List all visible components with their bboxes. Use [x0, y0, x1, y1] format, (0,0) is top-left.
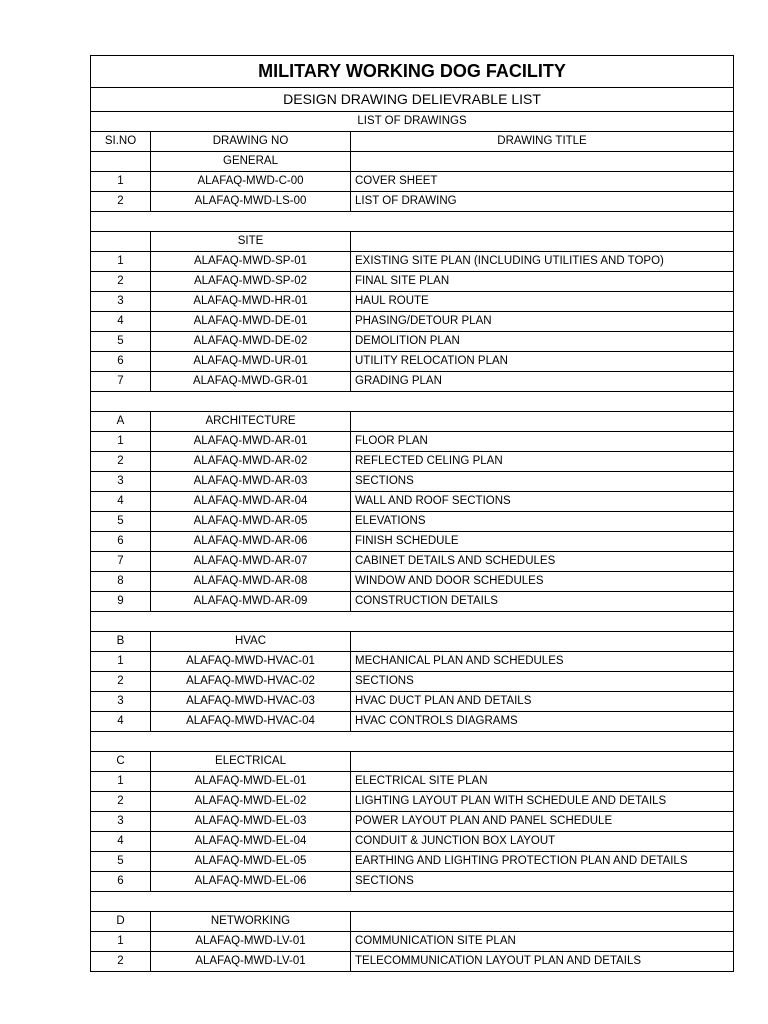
- drawing-title-cell: EXISTING SITE PLAN (INCLUDING UTILITIES AND TOPO): [351, 252, 734, 272]
- sl-no-cell: 5: [91, 512, 151, 532]
- drawing-title-cell: SECTIONS: [351, 872, 734, 892]
- drawing-no-cell: ALAFAQ-MWD-EL-01: [151, 772, 351, 792]
- sl-no-cell: 5: [91, 332, 151, 352]
- table-row: [91, 492, 734, 512]
- drawing-no-cell: ALAFAQ-MWD-SP-01: [151, 252, 351, 272]
- sl-no-cell: 1: [91, 172, 151, 192]
- section-code: [91, 152, 151, 172]
- section-header-row: [91, 752, 734, 772]
- drawing-no-cell: ALAFAQ-MWD-GR-01: [151, 372, 351, 392]
- table-row: [91, 712, 734, 732]
- table-row: [91, 432, 734, 452]
- column-header-sl-no: SI.NO: [91, 132, 151, 152]
- section-spacer-row: [91, 612, 734, 632]
- drawing-no-cell: ALAFAQ-MWD-AR-01: [151, 432, 351, 452]
- table-row: [91, 372, 734, 392]
- table-row: [91, 952, 734, 972]
- sl-no-cell: 1: [91, 772, 151, 792]
- sl-no-cell: 2: [91, 272, 151, 292]
- section-header-row: [91, 632, 734, 652]
- list-heading-row: [91, 112, 734, 132]
- drawing-no-cell: ALAFAQ-MWD-AR-06: [151, 532, 351, 552]
- sl-no-cell: 2: [91, 672, 151, 692]
- sl-no-cell: 3: [91, 292, 151, 312]
- drawing-title-cell: CONDUIT & JUNCTION BOX LAYOUT: [351, 832, 734, 852]
- sl-no-cell: 3: [91, 812, 151, 832]
- drawing-no-cell: ALAFAQ-MWD-HVAC-03: [151, 692, 351, 712]
- drawing-no-cell: ALAFAQ-MWD-HVAC-02: [151, 672, 351, 692]
- table-row: [91, 192, 734, 212]
- sl-no-cell: 6: [91, 872, 151, 892]
- drawing-no-cell: ALAFAQ-MWD-LV-01: [151, 932, 351, 952]
- table-row: [91, 292, 734, 312]
- section-spacer-row: [91, 732, 734, 752]
- drawing-title-cell: WINDOW AND DOOR SCHEDULES: [351, 572, 734, 592]
- section-name: ELECTRICAL: [151, 752, 351, 772]
- drawing-no-cell: ALAFAQ-MWD-EL-04: [151, 832, 351, 852]
- drawing-no-cell: ALAFAQ-MWD-AR-08: [151, 572, 351, 592]
- table-row: [91, 872, 734, 892]
- sl-no-cell: 6: [91, 532, 151, 552]
- drawing-no-cell: ALAFAQ-MWD-HVAC-01: [151, 652, 351, 672]
- sl-no-cell: 2: [91, 192, 151, 212]
- drawing-title-cell: PHASING/DETOUR PLAN: [351, 312, 734, 332]
- section-title-empty: [351, 412, 734, 432]
- subtitle-row: [91, 88, 734, 112]
- table-row: [91, 472, 734, 492]
- drawing-list-sheet: [90, 55, 733, 972]
- table-row: [91, 532, 734, 552]
- drawing-title-cell: LIGHTING LAYOUT PLAN WITH SCHEDULE AND DETAILS: [351, 792, 734, 812]
- table-row: [91, 792, 734, 812]
- drawing-no-cell: ALAFAQ-MWD-HVAC-04: [151, 712, 351, 732]
- sl-no-cell: 6: [91, 352, 151, 372]
- drawing-no-cell: ALAFAQ-MWD-DE-02: [151, 332, 351, 352]
- table-row: [91, 572, 734, 592]
- section-code: C: [91, 752, 151, 772]
- drawing-no-cell: ALAFAQ-MWD-AR-09: [151, 592, 351, 612]
- sl-no-cell: 1: [91, 932, 151, 952]
- drawing-no-cell: ALAFAQ-MWD-LV-01: [151, 952, 351, 972]
- sl-no-cell: 4: [91, 492, 151, 512]
- document-title: MILITARY WORKING DOG FACILITY: [91, 56, 734, 88]
- section-title-empty: [351, 912, 734, 932]
- drawing-title-cell: CABINET DETAILS AND SCHEDULES: [351, 552, 734, 572]
- sl-no-cell: 1: [91, 252, 151, 272]
- section-spacer-row: [91, 212, 734, 232]
- sl-no-cell: 4: [91, 712, 151, 732]
- drawing-title-cell: LIST OF DRAWING: [351, 192, 734, 212]
- spacer-cell: [91, 732, 734, 752]
- drawing-no-cell: ALAFAQ-MWD-EL-02: [151, 792, 351, 812]
- drawing-title-cell: EARTHING AND LIGHTING PROTECTION PLAN AND DETAILS: [351, 852, 734, 872]
- drawing-no-cell: ALAFAQ-MWD-EL-06: [151, 872, 351, 892]
- title-row: [91, 56, 734, 88]
- drawing-title-cell: SECTIONS: [351, 472, 734, 492]
- drawing-title-cell: CONSTRUCTION DETAILS: [351, 592, 734, 612]
- section-title-empty: [351, 632, 734, 652]
- section-name: NETWORKING: [151, 912, 351, 932]
- drawing-no-cell: ALAFAQ-MWD-AR-02: [151, 452, 351, 472]
- table-row: [91, 772, 734, 792]
- sl-no-cell: 7: [91, 372, 151, 392]
- sl-no-cell: 3: [91, 692, 151, 712]
- table-row: [91, 932, 734, 952]
- sl-no-cell: 2: [91, 952, 151, 972]
- drawing-no-cell: ALAFAQ-MWD-LS-00: [151, 192, 351, 212]
- drawing-title-cell: FINAL SITE PLAN: [351, 272, 734, 292]
- drawing-title-cell: ELEVATIONS: [351, 512, 734, 532]
- column-header-row: [91, 132, 734, 152]
- sl-no-cell: 5: [91, 852, 151, 872]
- section-name: GENERAL: [151, 152, 351, 172]
- drawing-title-cell: FLOOR PLAN: [351, 432, 734, 452]
- spacer-cell: [91, 612, 734, 632]
- sl-no-cell: 2: [91, 792, 151, 812]
- section-header-row: [91, 412, 734, 432]
- drawing-no-cell: ALAFAQ-MWD-EL-03: [151, 812, 351, 832]
- drawing-title-cell: GRADING PLAN: [351, 372, 734, 392]
- drawing-title-cell: HAUL ROUTE: [351, 292, 734, 312]
- drawing-title-cell: TELECOMMUNICATION LAYOUT PLAN AND DETAILS: [351, 952, 734, 972]
- column-header-drawing-no: DRAWING NO: [151, 132, 351, 152]
- table-row: [91, 812, 734, 832]
- drawing-title-cell: WALL AND ROOF SECTIONS: [351, 492, 734, 512]
- drawing-no-cell: ALAFAQ-MWD-UR-01: [151, 352, 351, 372]
- section-code: [91, 232, 151, 252]
- drawing-no-cell: ALAFAQ-MWD-C-00: [151, 172, 351, 192]
- drawing-list-table: [90, 55, 734, 972]
- table-row: [91, 672, 734, 692]
- table-row: [91, 592, 734, 612]
- table-row: [91, 832, 734, 852]
- table-row: [91, 312, 734, 332]
- drawing-title-cell: UTILITY RELOCATION PLAN: [351, 352, 734, 372]
- drawing-list-body: [91, 56, 734, 972]
- drawing-title-cell: DEMOLITION PLAN: [351, 332, 734, 352]
- table-row: [91, 552, 734, 572]
- sl-no-cell: 7: [91, 552, 151, 572]
- table-row: [91, 452, 734, 472]
- table-row: [91, 272, 734, 292]
- section-code: B: [91, 632, 151, 652]
- section-header-row: [91, 152, 734, 172]
- table-row: [91, 352, 734, 372]
- spacer-cell: [91, 392, 734, 412]
- table-row: [91, 512, 734, 532]
- sl-no-cell: 1: [91, 652, 151, 672]
- drawing-title-cell: POWER LAYOUT PLAN AND PANEL SCHEDULE: [351, 812, 734, 832]
- sl-no-cell: 3: [91, 472, 151, 492]
- drawing-no-cell: ALAFAQ-MWD-EL-05: [151, 852, 351, 872]
- drawing-title-cell: ELECTRICAL SITE PLAN: [351, 772, 734, 792]
- spacer-cell: [91, 892, 734, 912]
- table-row: [91, 332, 734, 352]
- section-title-empty: [351, 752, 734, 772]
- drawing-title-cell: HVAC DUCT PLAN AND DETAILS: [351, 692, 734, 712]
- table-row: [91, 852, 734, 872]
- table-row: [91, 692, 734, 712]
- sl-no-cell: 2: [91, 452, 151, 472]
- list-heading: LIST OF DRAWINGS: [91, 112, 734, 132]
- section-title-empty: [351, 152, 734, 172]
- section-title-empty: [351, 232, 734, 252]
- table-row: [91, 252, 734, 272]
- column-header-drawing-title: DRAWING TITLE: [351, 132, 734, 152]
- sl-no-cell: 8: [91, 572, 151, 592]
- section-header-row: [91, 232, 734, 252]
- section-name: ARCHITECTURE: [151, 412, 351, 432]
- table-row: [91, 172, 734, 192]
- section-spacer-row: [91, 392, 734, 412]
- drawing-no-cell: ALAFAQ-MWD-AR-03: [151, 472, 351, 492]
- section-code: D: [91, 912, 151, 932]
- section-name: SITE: [151, 232, 351, 252]
- drawing-no-cell: ALAFAQ-MWD-AR-05: [151, 512, 351, 532]
- section-name: HVAC: [151, 632, 351, 652]
- drawing-title-cell: REFLECTED CELING PLAN: [351, 452, 734, 472]
- drawing-no-cell: ALAFAQ-MWD-AR-07: [151, 552, 351, 572]
- drawing-no-cell: ALAFAQ-MWD-HR-01: [151, 292, 351, 312]
- document-subtitle: DESIGN DRAWING DELIEVRABLE LIST: [91, 88, 734, 112]
- sl-no-cell: 4: [91, 312, 151, 332]
- section-code: A: [91, 412, 151, 432]
- drawing-no-cell: ALAFAQ-MWD-SP-02: [151, 272, 351, 292]
- drawing-title-cell: SECTIONS: [351, 672, 734, 692]
- section-header-row: [91, 912, 734, 932]
- sl-no-cell: 1: [91, 432, 151, 452]
- drawing-no-cell: ALAFAQ-MWD-DE-01: [151, 312, 351, 332]
- drawing-title-cell: MECHANICAL PLAN AND SCHEDULES: [351, 652, 734, 672]
- drawing-title-cell: COMMUNICATION SITE PLAN: [351, 932, 734, 952]
- sl-no-cell: 9: [91, 592, 151, 612]
- sl-no-cell: 4: [91, 832, 151, 852]
- section-spacer-row: [91, 892, 734, 912]
- drawing-title-cell: COVER SHEET: [351, 172, 734, 192]
- drawing-title-cell: HVAC CONTROLS DIAGRAMS: [351, 712, 734, 732]
- spacer-cell: [91, 212, 734, 232]
- drawing-title-cell: FINISH SCHEDULE: [351, 532, 734, 552]
- drawing-no-cell: ALAFAQ-MWD-AR-04: [151, 492, 351, 512]
- table-row: [91, 652, 734, 672]
